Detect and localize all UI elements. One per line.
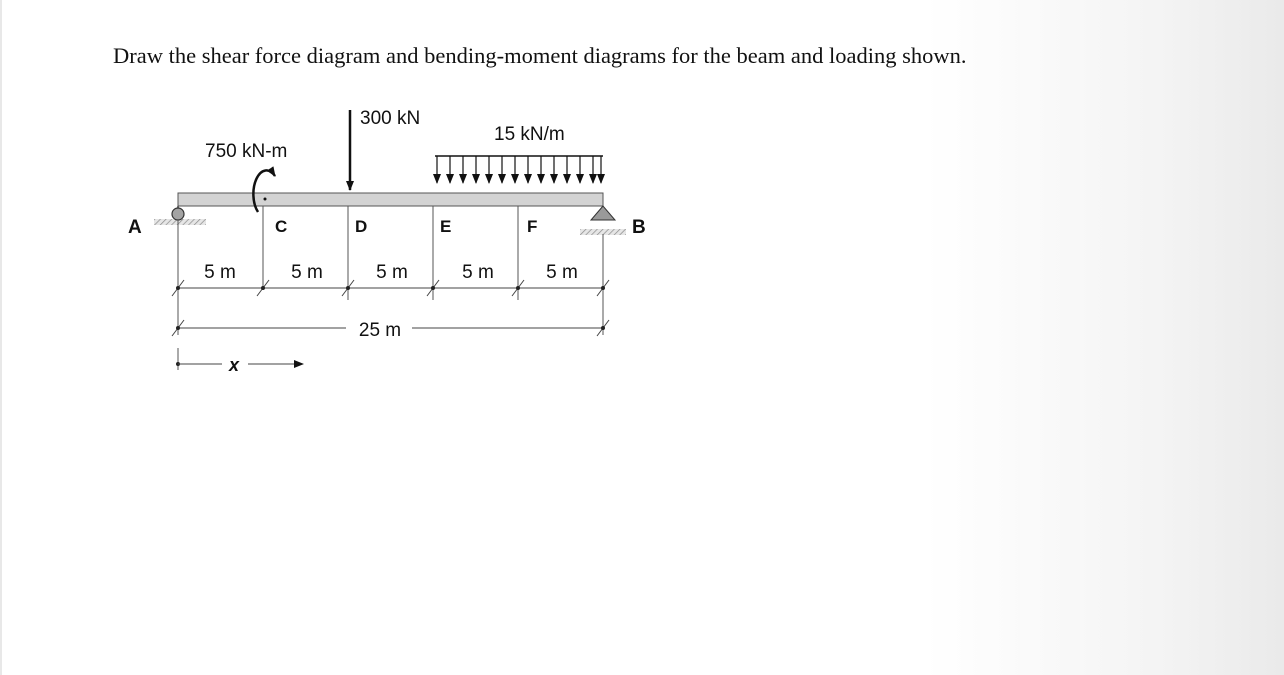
label-d: D bbox=[355, 217, 368, 236]
problem-statement: Draw the shear force diagram and bending-moment diagrams for the beam and loading shown. bbox=[113, 43, 967, 68]
label-f: F bbox=[527, 217, 538, 236]
roller-support-b bbox=[591, 206, 615, 220]
point-load-label: 300 kN bbox=[360, 108, 421, 129]
segment-label-ef: 5 m bbox=[462, 262, 494, 283]
beam bbox=[178, 193, 603, 206]
x-axis-label: x bbox=[228, 355, 240, 375]
distributed-load-label: 15 kN/m bbox=[494, 124, 565, 145]
segment-label-cd: 5 m bbox=[291, 262, 323, 283]
total-length-label: 25 m bbox=[358, 320, 402, 341]
label-c: C bbox=[275, 217, 288, 236]
distributed-load bbox=[435, 156, 603, 183]
pin-support-a bbox=[172, 206, 184, 220]
segment-label-ac: 5 m bbox=[204, 262, 236, 283]
x-axis-arrow bbox=[176, 348, 303, 370]
moment-label: 750 kN-m bbox=[205, 141, 288, 162]
label-e: E bbox=[440, 217, 452, 236]
moment-center-dot bbox=[264, 198, 267, 201]
label-b: B bbox=[632, 217, 646, 238]
segment-label-fb: 5 m bbox=[546, 262, 578, 283]
label-a: A bbox=[128, 217, 142, 238]
segment-label-de: 5 m bbox=[376, 262, 408, 283]
